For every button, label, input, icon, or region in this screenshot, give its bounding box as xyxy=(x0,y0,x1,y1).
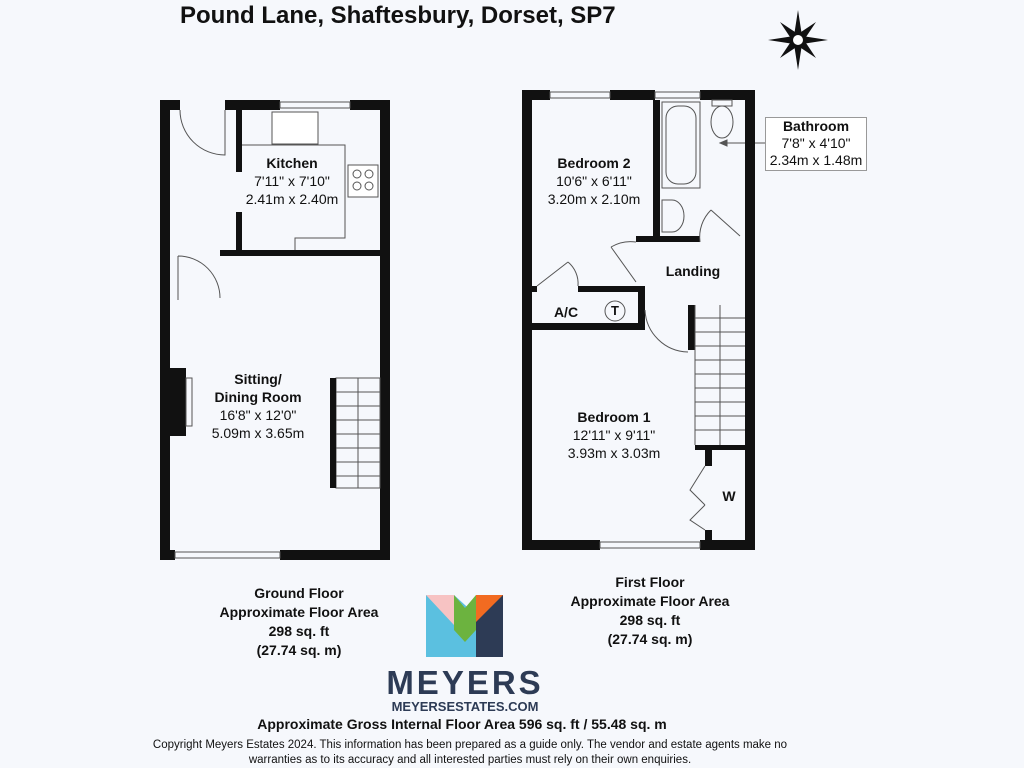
room-landing: Landing xyxy=(665,263,721,279)
room-metric: 5.09m x 3.65m xyxy=(211,425,305,441)
floor-label: Ground Floor xyxy=(254,585,344,601)
room-imperial: 10'6" x 6'11" xyxy=(556,173,632,189)
gross-area: Approximate Gross Internal Floor Area 596 sq. ft / 55.48 sq. m xyxy=(257,716,667,732)
room-imperial: 16'8" x 12'0" xyxy=(219,407,297,423)
room-name: Kitchen xyxy=(266,155,318,171)
room-bedroom-1 xyxy=(568,408,661,462)
room-imperial: 12'11" x 9'11" xyxy=(572,427,656,443)
room-wardrobe: W xyxy=(722,488,736,504)
room-imperial: 7'8" x 4'10" xyxy=(781,135,851,151)
area-label: Approximate Floor Area xyxy=(570,593,730,609)
room-metric: 2.34m x 1.48m xyxy=(769,152,863,168)
compass-icon xyxy=(768,10,828,70)
area-sqm: (27.74 sq. m) xyxy=(607,631,693,647)
ground-floor-area xyxy=(220,584,379,660)
area-sqm: (27.74 sq. m) xyxy=(256,642,342,658)
room-name: Bedroom 2 xyxy=(557,155,631,171)
room-bathroom xyxy=(765,117,867,171)
room-bedroom-2 xyxy=(548,154,641,208)
room-name-2: Dining Room xyxy=(214,389,302,405)
room-metric: 3.93m x 3.03m xyxy=(567,445,661,461)
page-title: Pound Lane, Shaftesbury, Dorset, SP7 xyxy=(180,2,616,29)
room-imperial: 7'11" x 7'10" xyxy=(254,173,330,189)
tank-symbol: T xyxy=(611,303,619,318)
room-kitchen xyxy=(246,154,339,208)
room-name: Sitting/ xyxy=(234,371,282,387)
area-sqft: 298 sq. ft xyxy=(268,623,330,639)
floor-label: First Floor xyxy=(615,574,685,590)
room-sitting-dining xyxy=(212,370,305,442)
first-floor-area xyxy=(571,573,730,649)
room-name: Bedroom 1 xyxy=(577,409,651,425)
room-name: Bathroom xyxy=(782,118,850,134)
area-sqft: 298 sq. ft xyxy=(619,612,681,628)
room-metric: 2.41m x 2.40m xyxy=(245,191,339,207)
brand-url: MEYERSESTATES.COM xyxy=(391,699,539,714)
meyers-logo xyxy=(426,595,503,657)
room-metric: 3.20m x 2.10m xyxy=(547,191,641,207)
copyright-notice: Copyright Meyers Estates 2024. This information has been prepared as a guide only. The vendor and estate agents make no warranties as to its accuracy and all interested parties must rely on their own enquiries. xyxy=(152,739,788,766)
area-label: Approximate Floor Area xyxy=(219,604,379,620)
room-airing-cupboard: A/C xyxy=(553,304,579,320)
brand-name: MEYERS xyxy=(386,664,544,701)
